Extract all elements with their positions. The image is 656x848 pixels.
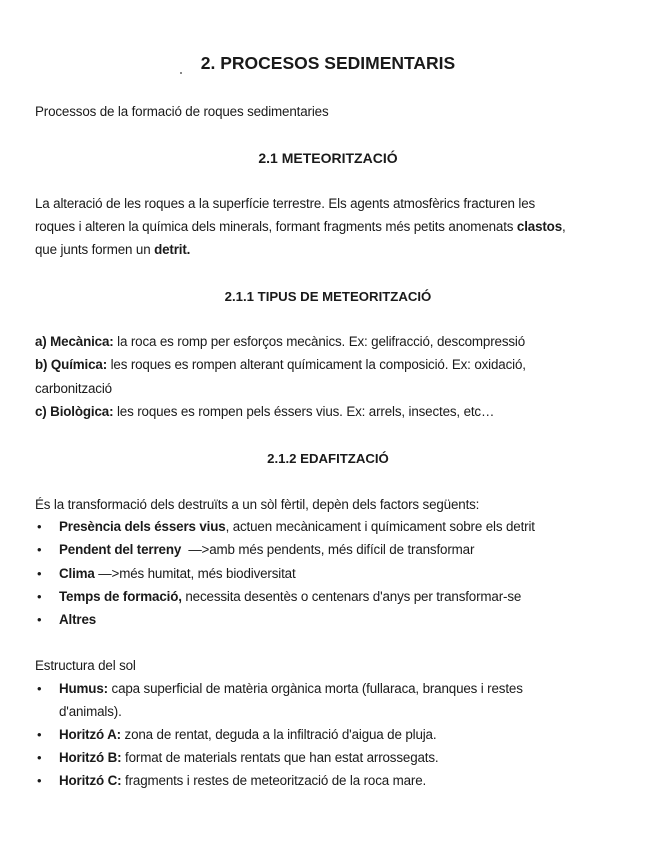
meteoritzacio-line-1: La alteració de les roques a la superfície terrestre. Els agents atmosfèrics fracturen les bbox=[35, 196, 536, 211]
page-title: 2. PROCESOS SEDIMENTARIS bbox=[200, 53, 456, 73]
bullet: • bbox=[37, 727, 42, 742]
factor-clima: Clima —>més humitat, més biodiversitat bbox=[59, 566, 296, 581]
term-clastos: clastos bbox=[516, 219, 563, 234]
bullet: • bbox=[37, 681, 42, 696]
tipus-quimica: b) Química: les roques es rompen alterant químicament la composició. Ex: oxidació, bbox=[35, 357, 526, 372]
horitzo-a: Horitzó A: zona de rentat, deguda a la infiltració d'aigua de pluja. bbox=[59, 727, 437, 742]
edafitzacio-intro: És la transformació dels destruïts a un sòl fèrtil, depèn dels factors següents: bbox=[35, 497, 480, 512]
meteoritzacio-line-2: roques i alteren la química dels minerals, formant fragments més petits anomenats clastos, bbox=[35, 219, 566, 234]
factor-temps: Temps de formació, necessita desentès o centenars d'anys per transformar-se bbox=[59, 589, 522, 604]
heading-meteoritzacio: 2.1 METEORITZACIÓ bbox=[258, 150, 398, 166]
bullet: • bbox=[37, 612, 42, 627]
tipus-quimica-cont: carbonització bbox=[35, 381, 112, 396]
horitzo-b: Horitzó B: format de materials rentats que han estat arrossegats. bbox=[59, 750, 439, 765]
horitzo-humus-cont: d'animals). bbox=[59, 704, 122, 719]
bullet: • bbox=[37, 589, 42, 604]
tipus-biologica: c) Biològica: les roques es rompen pels éssers vius. Ex: arrels, insectes, etc… bbox=[35, 404, 495, 419]
horitzo-c: Horitzó C: fragments i restes de meteorització de la roca mare. bbox=[59, 773, 427, 788]
heading-tipus-meteoritzacio: 2.1.1 TIPUS DE METEORITZACIÓ bbox=[224, 289, 432, 304]
factor-altres: Altres bbox=[59, 612, 97, 627]
tipus-mecanica: a) Mecànica: la roca es romp per esforços mecànics. Ex: gelifracció, descompressió bbox=[35, 334, 526, 349]
bullet: • bbox=[37, 750, 42, 765]
horitzo-humus: Humus: capa superficial de matèria orgànica morta (fullaraca, branques i restes bbox=[59, 681, 523, 696]
factor-pendent: Pendent del terreny —>amb més pendents, més difícil de transformar bbox=[59, 542, 475, 557]
estructura-heading: Estructura del sol bbox=[35, 658, 136, 673]
factor-essers-vius: Presència dels éssers vius, actuen mecànicament i químicament sobre els detrit bbox=[59, 519, 535, 534]
bullet: • bbox=[37, 773, 42, 788]
bullet: • bbox=[37, 542, 42, 557]
heading-edafitzacio: 2.1.2 EDAFITZACIÓ bbox=[267, 451, 389, 466]
intro-text: Processos de la formació de roques sedimentaries bbox=[35, 104, 329, 119]
bullet: • bbox=[37, 566, 42, 581]
term-detrit: detrit. bbox=[154, 242, 191, 257]
meteoritzacio-line-3: que junts formen un detrit. bbox=[35, 242, 191, 257]
bullet: • bbox=[37, 519, 42, 534]
stray-mark bbox=[180, 72, 182, 74]
